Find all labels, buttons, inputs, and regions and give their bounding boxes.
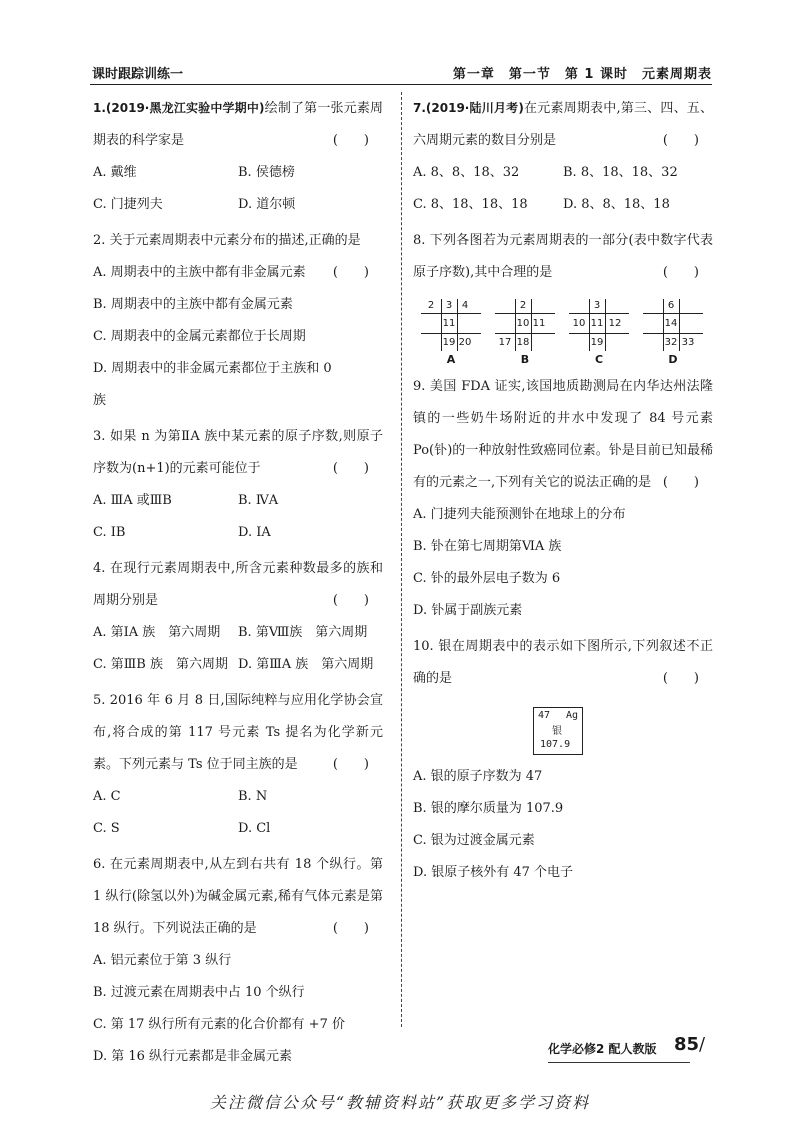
option-d: D. 第ⅢA 族 第六周期 — [238, 657, 374, 672]
question-1-stem: 绘制了第一张元素周期表的科学家是 — [93, 101, 383, 148]
cell: 2 — [519, 300, 527, 311]
option-b: B. 第Ⅷ族 第六周期 — [238, 625, 368, 640]
option-d: D. Cl — [238, 821, 271, 836]
fragment-label: D — [668, 353, 678, 366]
question-6 — [93, 849, 383, 1073]
cell: 19 — [590, 337, 604, 348]
option-c: C. 钋的最外层电子数为 6 — [413, 571, 561, 586]
option-c: C. 周期表中的金属元素都位于长周期 — [93, 329, 306, 344]
cell: 18 — [516, 337, 530, 348]
fragment-d — [643, 299, 703, 366]
silver-element-box — [533, 707, 583, 755]
footer-rule — [548, 1062, 690, 1063]
question-8 — [413, 225, 713, 367]
question-7 — [413, 92, 713, 221]
option-a: A. 周期表中的主族中都有非金属元素 — [93, 265, 306, 280]
option-d: D. 道尔顿 — [238, 197, 296, 212]
option-c: C. S — [93, 821, 120, 836]
column-divider — [401, 92, 402, 1027]
option-b: B. 过渡元素在周期表中占 10 个纵行 — [93, 985, 305, 1000]
option-d: D. 银原子核外有 47 个电子 — [413, 865, 574, 880]
page-slash-decoration: / — [699, 1034, 706, 1055]
option-b: B. N — [238, 789, 268, 804]
option-a: A. 门捷列夫能预测钋在地球上的分布 — [413, 507, 626, 522]
atomic-mass: 107.9 — [540, 739, 571, 750]
option-b: B. 侯德榜 — [238, 165, 295, 180]
option-c: C. 门捷列夫 — [93, 197, 163, 212]
option-d: D. 第 16 纵行元素都是非金属元素 — [93, 1049, 293, 1064]
option-d: D. ⅠA — [238, 525, 271, 540]
cell: 11 — [442, 318, 456, 329]
element-name: 银 — [552, 726, 562, 737]
right-column — [413, 92, 713, 889]
question-1 — [93, 92, 383, 221]
element-symbol: Ag — [565, 710, 578, 721]
answer-bracket: ( ) — [332, 461, 369, 476]
answer-bracket: ( ) — [662, 265, 699, 280]
option-d: D. 8、8、18、18 — [563, 197, 670, 212]
answer-bracket: ( ) — [332, 921, 369, 936]
cell: 12 — [608, 318, 622, 329]
option-a: A. ⅢA 或ⅢB — [93, 493, 172, 508]
cell: 32 — [664, 337, 678, 348]
periodic-fragments — [421, 299, 703, 367]
fragment-label: C — [594, 353, 604, 366]
question-8-stem: 8. 下列各图若为元素周期表的一部分(表中数字代表原子序数),其中合理的是 — [413, 233, 713, 280]
question-7-stem: 在元素周期表中,第三、四、五、六周期元素的数目分别是 — [413, 101, 713, 148]
answer-bracket: ( ) — [662, 133, 699, 148]
header-left-title: 课时跟踪训练一 — [92, 67, 184, 82]
option-b: B. 周期表中的主族中都有金属元素 — [93, 297, 293, 312]
option-b: B. 钋在第七周期第ⅥA 族 — [413, 539, 562, 554]
question-5 — [93, 685, 383, 845]
option-d: D. 钋属于副族元素 — [413, 603, 523, 618]
left-column — [93, 92, 383, 1073]
question-3-stem: 3. 如果 n 为第ⅡA 族中某元素的原子序数,则原子序数为(n+1)的元素可能位于 — [93, 429, 383, 476]
answer-bracket: ( ) — [332, 593, 369, 608]
option-c: C. 第ⅢB 族 第六周期 — [93, 657, 228, 672]
option-a: A. 8、8、18、32 — [413, 165, 520, 180]
cell: 11 — [532, 318, 546, 329]
fragment-b — [495, 299, 555, 366]
header-right-title: 第一章 第一节 第 1 课时 元素周期表 — [452, 67, 712, 82]
question-4 — [93, 553, 383, 681]
option-c: C. ⅠB — [93, 525, 126, 540]
question-3 — [93, 421, 383, 549]
question-7-source: 7.(2019·陆川月考) — [413, 101, 524, 115]
atomic-number: 47 — [538, 710, 551, 721]
question-6-stem: 6. 在元素周期表中,从左到右共有 18 个纵行。第 1 纵行(除氢以外)为碱金属元素,稀有气体元素是第 18 纵行。下列说法正确的是 — [93, 857, 383, 936]
cell: 17 — [498, 337, 512, 348]
answer-bracket: ( ) — [332, 757, 369, 772]
cell: 3 — [593, 300, 601, 311]
header-rule — [90, 84, 712, 85]
question-4-stem: 4. 在现行元素周期表中,所含元素种数最多的族和周期分别是 — [93, 561, 383, 608]
option-b: B. ⅣA — [238, 493, 279, 508]
question-10-stem: 10. 银在周期表中的表示如下图所示,下列叙述不正确的是 — [413, 639, 713, 686]
fragment-label: A — [446, 353, 456, 366]
option-b: B. 银的摩尔质量为 107.9 — [413, 801, 564, 816]
option-d: D. 周期表中的非金属元素都位于主族和 0 族 — [93, 361, 332, 408]
option-c: C. 第 17 纵行所有元素的化合价都有 +7 价 — [93, 1017, 345, 1032]
handwritten-note: 关注微信公众号“教辅资料站”获取更多学习资料 — [209, 1093, 591, 1112]
page-number: 85 — [674, 1034, 700, 1055]
fragment-c — [569, 299, 629, 366]
cell: 10 — [516, 318, 530, 329]
fragment-label: B — [520, 353, 530, 366]
option-c: C. 银为过渡金属元素 — [413, 833, 535, 848]
answer-bracket: ( ) — [662, 475, 699, 490]
cell: 33 — [681, 337, 695, 348]
option-a: A. 戴维 — [93, 165, 137, 180]
cell: 3 — [445, 300, 453, 311]
cell: 6 — [667, 300, 675, 311]
cell: 11 — [590, 318, 604, 329]
option-c: C. 8、18、18、18 — [413, 197, 528, 212]
question-9 — [413, 371, 713, 627]
answer-bracket: ( ) — [332, 265, 369, 280]
option-a: A. 第ⅠA 族 第六周期 — [93, 625, 221, 640]
cell: 2 — [427, 300, 435, 311]
question-9-stem: 9. 美国 FDA 证实,该国地质勘测局在内华达州法隆镇的一些奶牛场附近的井水中发现了 84 号元素 Po(钋)的一种放射性致癌同位素。钋是目前已知最稀有的元素之一,下列有关它的说法正确的是 — [413, 379, 713, 490]
question-1-source: 1.(2019·黑龙江实验中学期中) — [93, 101, 265, 115]
cell: 10 — [572, 318, 586, 329]
question-10 — [413, 631, 713, 889]
cell: 14 — [664, 318, 678, 329]
question-2-stem: 2. 关于元素周期表中元素分布的描述,正确的是 — [93, 233, 361, 248]
cell: 20 — [458, 337, 472, 348]
question-5-stem: 5. 2016 年 6 月 8 日,国际纯粹与应用化学协会宣布,将合成的第 117 号元素 Ts 提名为化学新元素。下列元素与 Ts 位于同主族的是 — [93, 693, 383, 772]
question-2 — [93, 225, 383, 417]
option-b: B. 8、18、18、32 — [563, 165, 678, 180]
book-badge: 化学必修2 配人教版 — [548, 1042, 657, 1056]
option-a: A. C — [93, 789, 121, 804]
answer-bracket: ( ) — [662, 671, 699, 686]
option-a: A. 银的原子序数为 47 — [413, 769, 543, 784]
cell: 19 — [442, 337, 456, 348]
cell: 4 — [461, 300, 469, 311]
answer-bracket: ( ) — [332, 133, 369, 148]
option-a: A. 铝元素位于第 3 纵行 — [93, 953, 232, 968]
fragment-a — [421, 299, 481, 366]
